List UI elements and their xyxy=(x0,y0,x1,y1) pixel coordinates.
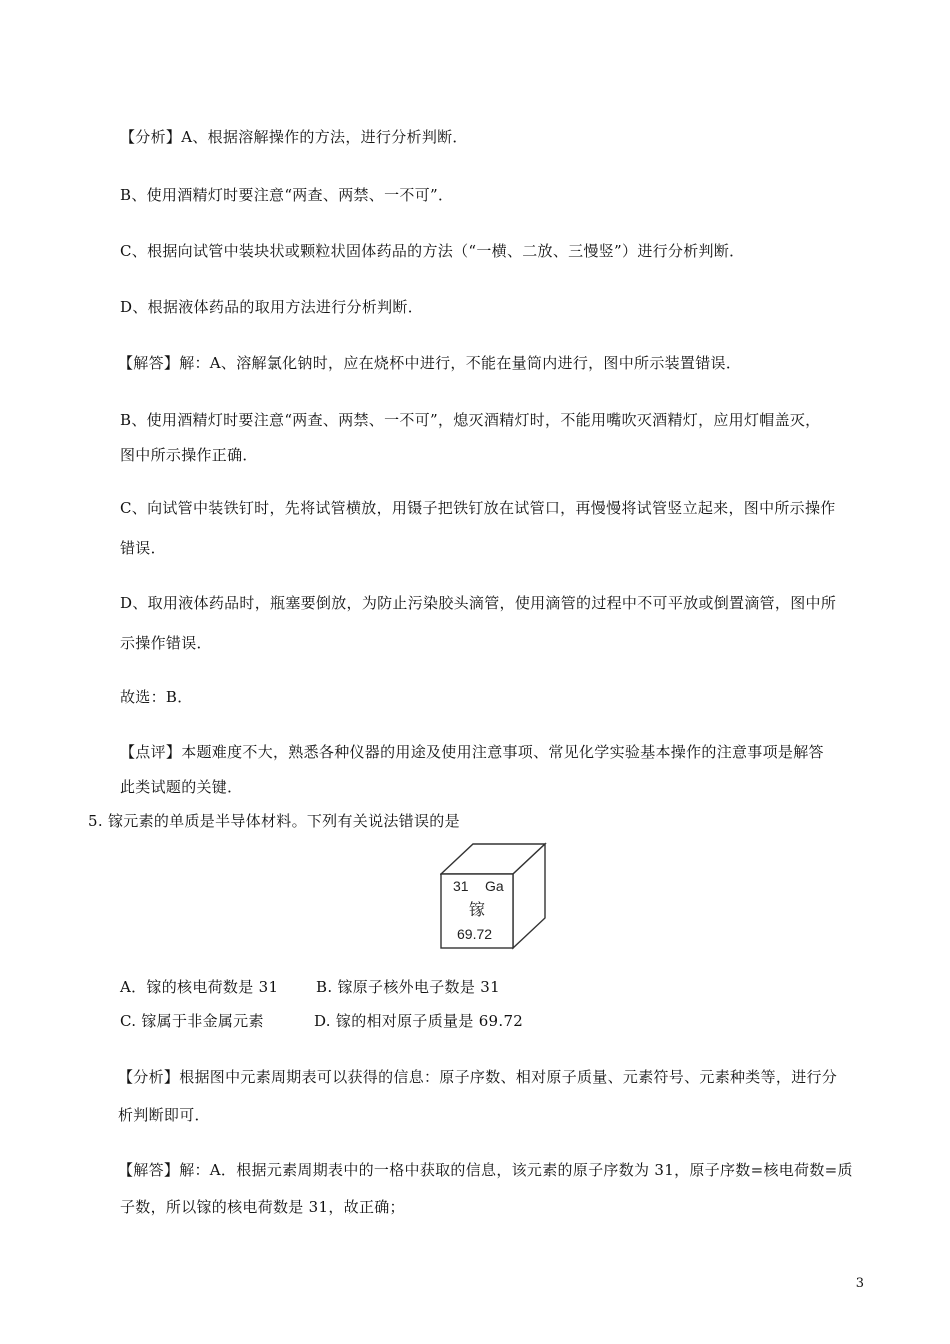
page-number: 3 xyxy=(855,1276,864,1291)
q4-answer-b-line2: 图中所示操作正确． xyxy=(120,446,258,464)
q4-answer-d-line1: D、取用液体药品时，瓶塞要倒放，为防止污染胶头滴管，使用滴管的过程中不可平放或倒置滴管，图中所 xyxy=(120,594,837,612)
q5-stem: 5. 镓元素的单质是半导体材料。下列有关说法错误的是 xyxy=(88,812,460,830)
q5-option-c: C. 镓属于非金属元素 xyxy=(120,1012,264,1030)
q5-analysis-line1: 【分析】根据图中元素周期表可以获得的信息：原子序数、相对原子质量、元素符号、元素种类等，进行分 xyxy=(118,1068,838,1086)
q4-answer-b-line1: B、使用酒精灯时要注意“两查、两禁、一不可”，熄灭酒精灯时，不能用嘴吹灭酒精灯，应用灯帽盖灭， xyxy=(120,411,821,429)
element-number: 31 xyxy=(453,878,469,894)
q4-answer-c-line2: 错误． xyxy=(120,539,166,557)
element-symbol: Ga xyxy=(485,878,504,894)
q4-comment-line1: 【点评】本题难度不大，熟悉各种仪器的用途及使用注意事项、常见化学实验基本操作的注意事项是解答 xyxy=(120,743,824,761)
q5-option-b: B. 镓原子核外电子数是 31 xyxy=(316,978,500,996)
element-mass: 69.72 xyxy=(457,926,493,942)
q4-answer-c-line1: C、向试管中装铁钉时，先将试管横放，用镊子把铁钉放在试管口，再慢慢将试管竖立起来，图中所示操作 xyxy=(120,499,836,517)
q5-analysis-line2: 析判断即可． xyxy=(118,1106,210,1124)
q4-answer-d-line2: 示操作错误． xyxy=(120,634,212,652)
q5-answer-line2: 子数，所以镓的核电荷数是 31，故正确； xyxy=(120,1198,405,1216)
q4-analysis-a: 【分析】A、根据溶解操作的方法，进行分析判断． xyxy=(120,128,468,146)
element-name: 镓 xyxy=(469,900,486,919)
element-cube-figure xyxy=(440,842,550,950)
q4-analysis-c: C、根据向试管中装块状或颗粒状固体药品的方法（“一横、二放、三慢竖”）进行分析判断． xyxy=(120,242,745,260)
q4-answer-choice: 故选：B． xyxy=(120,688,193,706)
q5-option-d: D. 镓的相对原子质量是 69.72 xyxy=(314,1012,524,1030)
q4-analysis-d: D、根据液体药品的取用方法进行分析判断． xyxy=(120,298,424,316)
q4-analysis-b: B、使用酒精灯时要注意“两查、两禁、一不可”． xyxy=(120,186,454,204)
q4-comment-line2: 此类试题的关键． xyxy=(120,778,243,796)
q4-answer-a: 【解答】解：A、溶解氯化钠时，应在烧杯中进行，不能在量筒内进行，图中所示装置错误． xyxy=(118,354,742,372)
q5-option-a: A．镓的核电荷数是 31 xyxy=(120,978,279,996)
q5-answer-line1: 【解答】解：A．根据元素周期表中的一格中获取的信息，该元素的原子序数为 31，原子序数=核电荷数=质 xyxy=(118,1161,853,1179)
